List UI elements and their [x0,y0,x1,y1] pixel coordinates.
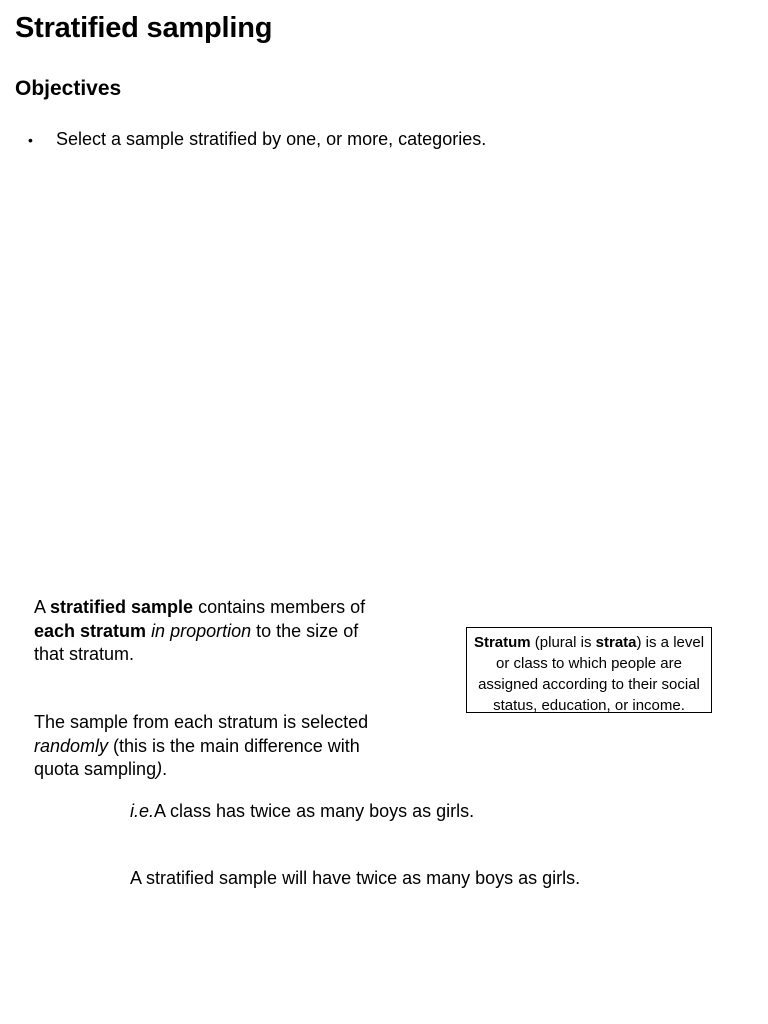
example-line-1 [130,801,474,822]
definition-text-4: to the size of that stratum. [34,620,359,664]
example-text-1: A class has twice as many boys as girls. [154,801,475,821]
emphasis-randomly: randomly [34,735,109,756]
objective-text: Select a sample stratified by one, or more, categories. [56,129,487,149]
term-stratum: Stratum [473,634,531,651]
example-line-2: A stratified sample will have twice as many boys as girls. [130,868,581,888]
stratum-text-1: (plural is [530,634,596,651]
page-title: Stratified sampling [15,12,273,44]
random-text-3: . [162,759,168,779]
random-text-2: (this is the main difference with quota sampling [34,735,360,779]
bullet-icon: • [28,132,33,148]
emphasis-in-proportion: in proportion [151,620,252,641]
term-strata: strata [595,634,637,651]
objectives-list [28,129,486,150]
term-each-stratum: each stratum [34,620,147,641]
definition-text-2: contains members of [193,597,366,617]
stratum-definition-box [466,627,712,713]
objectives-heading: Objectives [15,77,122,100]
stratum-text-2: ) is a level or class to which people are assigned according to their social status, education, or income. [478,634,705,713]
random-text-1: The sample from each stratum is selected [34,712,369,732]
definition-text-1: A [34,597,51,617]
term-stratified-sample: stratified sample [50,597,194,617]
objective-item [28,129,486,150]
definition-paragraph [34,596,374,667]
example-prefix: i.e. [130,801,155,821]
random-paragraph [34,711,374,782]
random-close-paren: ) [156,759,163,779]
